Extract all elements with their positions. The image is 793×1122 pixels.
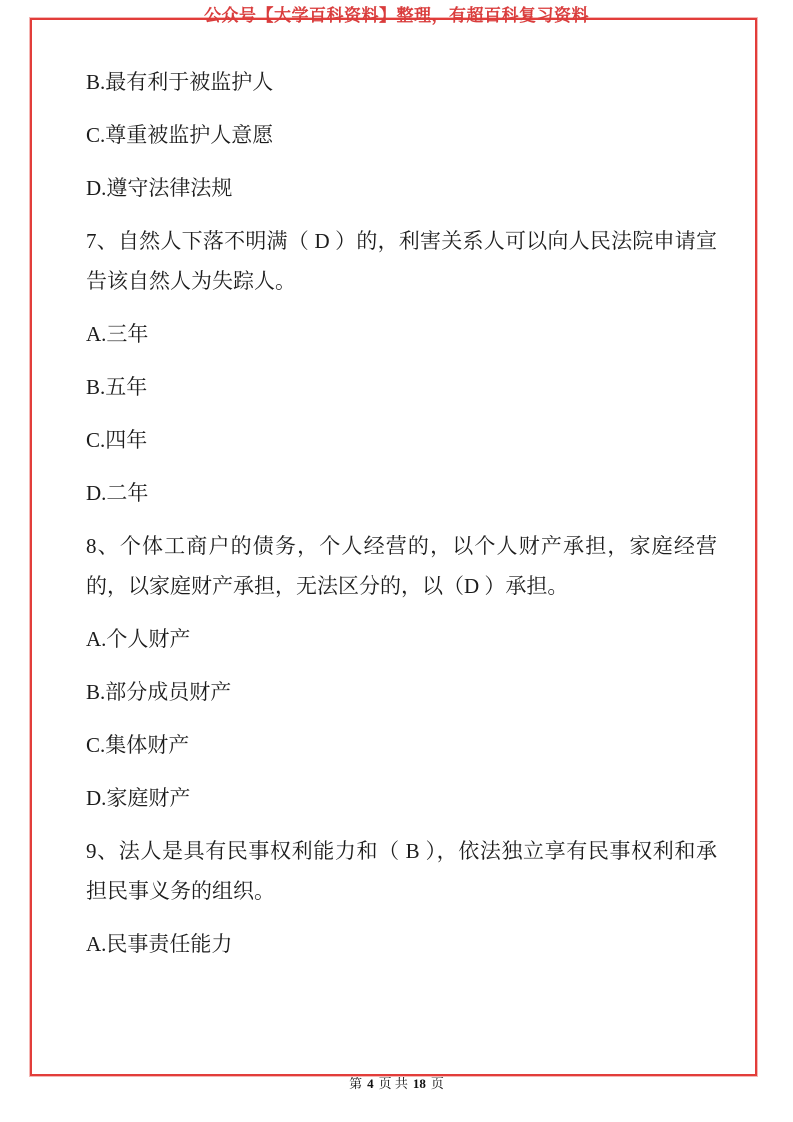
q8-option-a: A.个人财产 bbox=[86, 627, 191, 651]
q8-option-c: C.集体财产 bbox=[86, 733, 190, 757]
q9-option-a: A.民事责任能力 bbox=[86, 932, 233, 956]
q8-option-d: D.家庭财产 bbox=[86, 786, 191, 810]
q7-stem: 7、自然人下落不明满（ D ）的，利害关系人可以向人民法院申请宣告该自然人为失踪人。 bbox=[86, 229, 717, 293]
q7-option-d: D.二年 bbox=[86, 481, 149, 505]
footer-middle: 页 共 bbox=[378, 1076, 408, 1091]
q6-option-c: C.尊重被监护人意愿 bbox=[86, 123, 274, 147]
q7-option-b: B.五年 bbox=[86, 375, 148, 399]
q7-option-c: C.四年 bbox=[86, 428, 148, 452]
footer-suffix: 页 bbox=[430, 1076, 444, 1091]
q8-option-b: B.部分成员财产 bbox=[86, 680, 232, 704]
q8-stem: 8、个体工商户的债务，个人经营的，以个人财产承担，家庭经营的，以家庭财产承担，无法区分的，以（D ）承担。 bbox=[86, 534, 717, 598]
q9-stem: 9、法人是具有民事权利能力和（ B ），依法独立享有民事权利和承担民事义务的组织。 bbox=[86, 839, 717, 903]
header-notice: 公众号【大学百科资料】整理，有超百科复习资料 bbox=[204, 6, 589, 25]
page-border-frame bbox=[30, 18, 757, 1076]
q6-option-d: D.遵守法律法规 bbox=[86, 176, 233, 200]
footer-total-pages: 18 bbox=[412, 1076, 426, 1091]
footer-page-number: 4 bbox=[367, 1076, 374, 1091]
q7-option-a: A.三年 bbox=[86, 322, 149, 346]
footer-prefix: 第 bbox=[349, 1076, 363, 1091]
q6-option-b: B.最有利于被监护人 bbox=[86, 70, 274, 94]
